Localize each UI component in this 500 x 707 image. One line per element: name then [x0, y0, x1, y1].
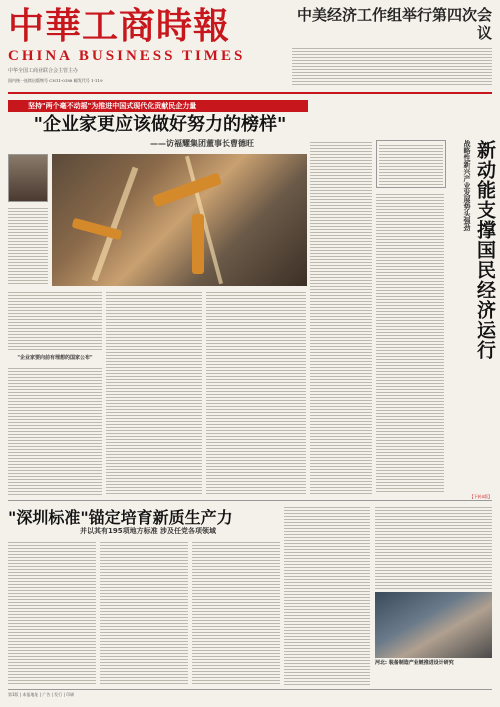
lead-headline: "企业家更应该做好努力的榜样" [33, 114, 287, 135]
bottom-col5 [375, 505, 492, 589]
right-vertical-title: 新动能支撑国民经济运行 [474, 140, 496, 360]
bottom-headline: "深圳标准"锚定培育新质生产力 [8, 508, 233, 527]
top-story-body [292, 46, 492, 86]
masthead-info: 国内统一连续出版物号 CN11-0188 邮发代号 1-119 [8, 78, 103, 83]
top-story [292, 6, 492, 90]
lead-subhead: ——访福耀集团董事长曹德旺 [150, 139, 254, 148]
footer: 第1版 | 本报地址 | 广告 | 发行 | 印刷 [8, 689, 492, 701]
masthead-title: 中華工商時報 [8, 5, 231, 47]
portrait-photo [8, 154, 48, 202]
lead-section-head: "企业家要向前有理想的国家公布" [17, 355, 93, 361]
lead-body-col1b [8, 366, 102, 496]
right-box [376, 140, 446, 188]
lead-body-col3 [206, 290, 306, 496]
bottom-subhead: 并以其有195项地方标准 涉及任党各项领域 [80, 527, 217, 535]
right-vertical-sub: 战略性新兴产业发展势头强劲 [463, 140, 472, 231]
bottom-col1 [8, 540, 96, 686]
bottom-col2 [100, 540, 188, 686]
masthead-title-en: CHINA BUSINESS TIMES [8, 48, 246, 64]
lead-photo [52, 154, 307, 286]
caption-text [8, 206, 48, 284]
masthead-rule [8, 92, 492, 94]
right-headline [446, 140, 496, 360]
bottom-photo [375, 592, 492, 658]
reporter-column [8, 154, 48, 286]
lead-ribbon: 坚持"两个毫不动摇"为推进中国式现代化贡献民企力量 [8, 100, 308, 112]
bottom-col3 [192, 540, 280, 686]
lead-body-col4 [310, 140, 372, 496]
end-mark: 【下转4版】 [469, 494, 492, 499]
top-story-headline: 中美经济工作组举行第四次会议 [296, 6, 492, 42]
lead-body-col2 [106, 290, 202, 496]
bottom-col4 [284, 505, 370, 686]
section-divider [8, 500, 492, 501]
bottom-photo-caption: 河北: 装备制造产业链推进设计研究 [375, 660, 454, 666]
right-body [376, 192, 444, 492]
masthead-slogan: 中华全国工商业联合会主管主办 [8, 68, 79, 74]
masthead [8, 6, 288, 98]
lead-body-col1a [8, 290, 102, 350]
